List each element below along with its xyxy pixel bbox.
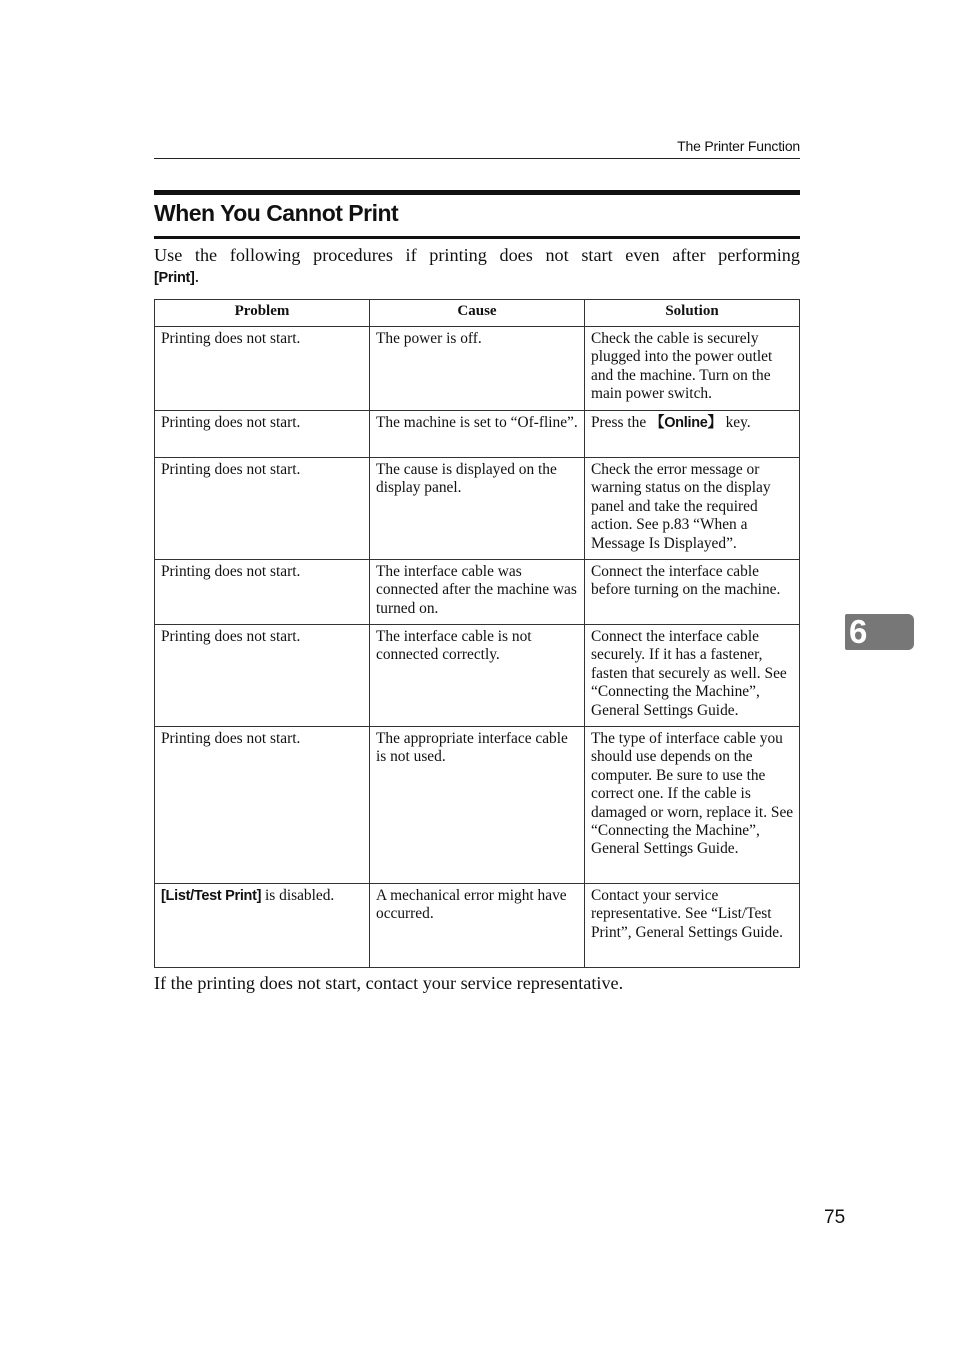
solution-cell xyxy=(585,411,800,458)
table-row xyxy=(155,560,800,625)
problem-cell: Printing does not start. xyxy=(155,458,370,560)
header-cause: Cause xyxy=(370,300,585,327)
cause-cell: The interface cable was connected after the machine was turned on. xyxy=(370,560,585,625)
chapter-number: 6 xyxy=(849,613,868,650)
closing-note: If the printing does not start, contact your service representative. xyxy=(154,973,624,993)
solution-cell: The type of interface cable you should use depends on the computer. Be sure to use the correct one. If the cable is damaged or worn, replace it. See “Connecting the Machine”, General Settings Guide. xyxy=(585,727,800,884)
table-header-row xyxy=(155,300,800,327)
solution-cell: Check the cable is securely plugged into the power outlet and the machine. Turn on the main power switch. xyxy=(585,327,800,411)
cause-cell: The cause is displayed on the display panel. xyxy=(370,458,585,560)
header-solution: Solution xyxy=(585,300,800,327)
solution-cell: Connect the interface cable before turning on the machine. xyxy=(585,560,800,625)
problem-cell: Printing does not start. xyxy=(155,625,370,727)
page-title: When You Cannot Print xyxy=(154,200,399,226)
problem-text: is disabled. xyxy=(261,887,335,904)
cause-cell: A mechanical error might have occurred. xyxy=(370,884,585,968)
cause-cell: The power is off. xyxy=(370,327,585,411)
cause-cell: The interface cable is not connected correctly. xyxy=(370,625,585,727)
header-rule xyxy=(154,158,800,159)
cause-cell: The machine is set to “Of-fline”. xyxy=(370,411,585,458)
page-number: 75 xyxy=(824,1207,846,1228)
list-test-print-label: [List/Test Print] xyxy=(161,888,262,904)
troubleshooting-table xyxy=(154,299,800,968)
chapter-tab xyxy=(845,614,914,650)
title-rule-top xyxy=(154,190,800,195)
intro-paragraph xyxy=(154,245,800,289)
table-row xyxy=(155,327,800,411)
problem-cell: Printing does not start. xyxy=(155,411,370,458)
table-row xyxy=(155,458,800,560)
solution-cell: Check the error message or warning status on the display panel and take the required action. See p.83 “When a Message Is Displayed”. xyxy=(585,458,800,560)
intro-end: . xyxy=(194,266,200,286)
solution-text: key. xyxy=(721,414,751,431)
problem-cell: Printing does not start. xyxy=(155,727,370,884)
table-row xyxy=(155,727,800,884)
online-key-label: 【Online】 xyxy=(650,415,722,431)
table-row xyxy=(155,625,800,727)
table-row xyxy=(155,884,800,968)
problem-cell: Printing does not start. xyxy=(155,560,370,625)
title-rule-bottom xyxy=(154,236,800,239)
table-row xyxy=(155,411,800,458)
header-problem: Problem xyxy=(155,300,370,327)
solution-text: Press the xyxy=(591,414,650,431)
intro-text: Use the following procedures if printing does not start even after performing xyxy=(154,245,800,265)
problem-cell xyxy=(155,884,370,968)
solution-cell: Contact your service representative. See “List/Test Print”, General Settings Guide. xyxy=(585,884,800,968)
problem-cell: Printing does not start. xyxy=(155,327,370,411)
print-key-label: [Print] xyxy=(154,270,195,286)
solution-cell: Connect the interface cable securely. If it has a fastener, fasten that securely as well. See “Connecting the Machine”, General Settings Guide. xyxy=(585,625,800,727)
cause-cell: The appropriate interface cable is not used. xyxy=(370,727,585,884)
running-header: The Printer Function xyxy=(677,138,800,154)
